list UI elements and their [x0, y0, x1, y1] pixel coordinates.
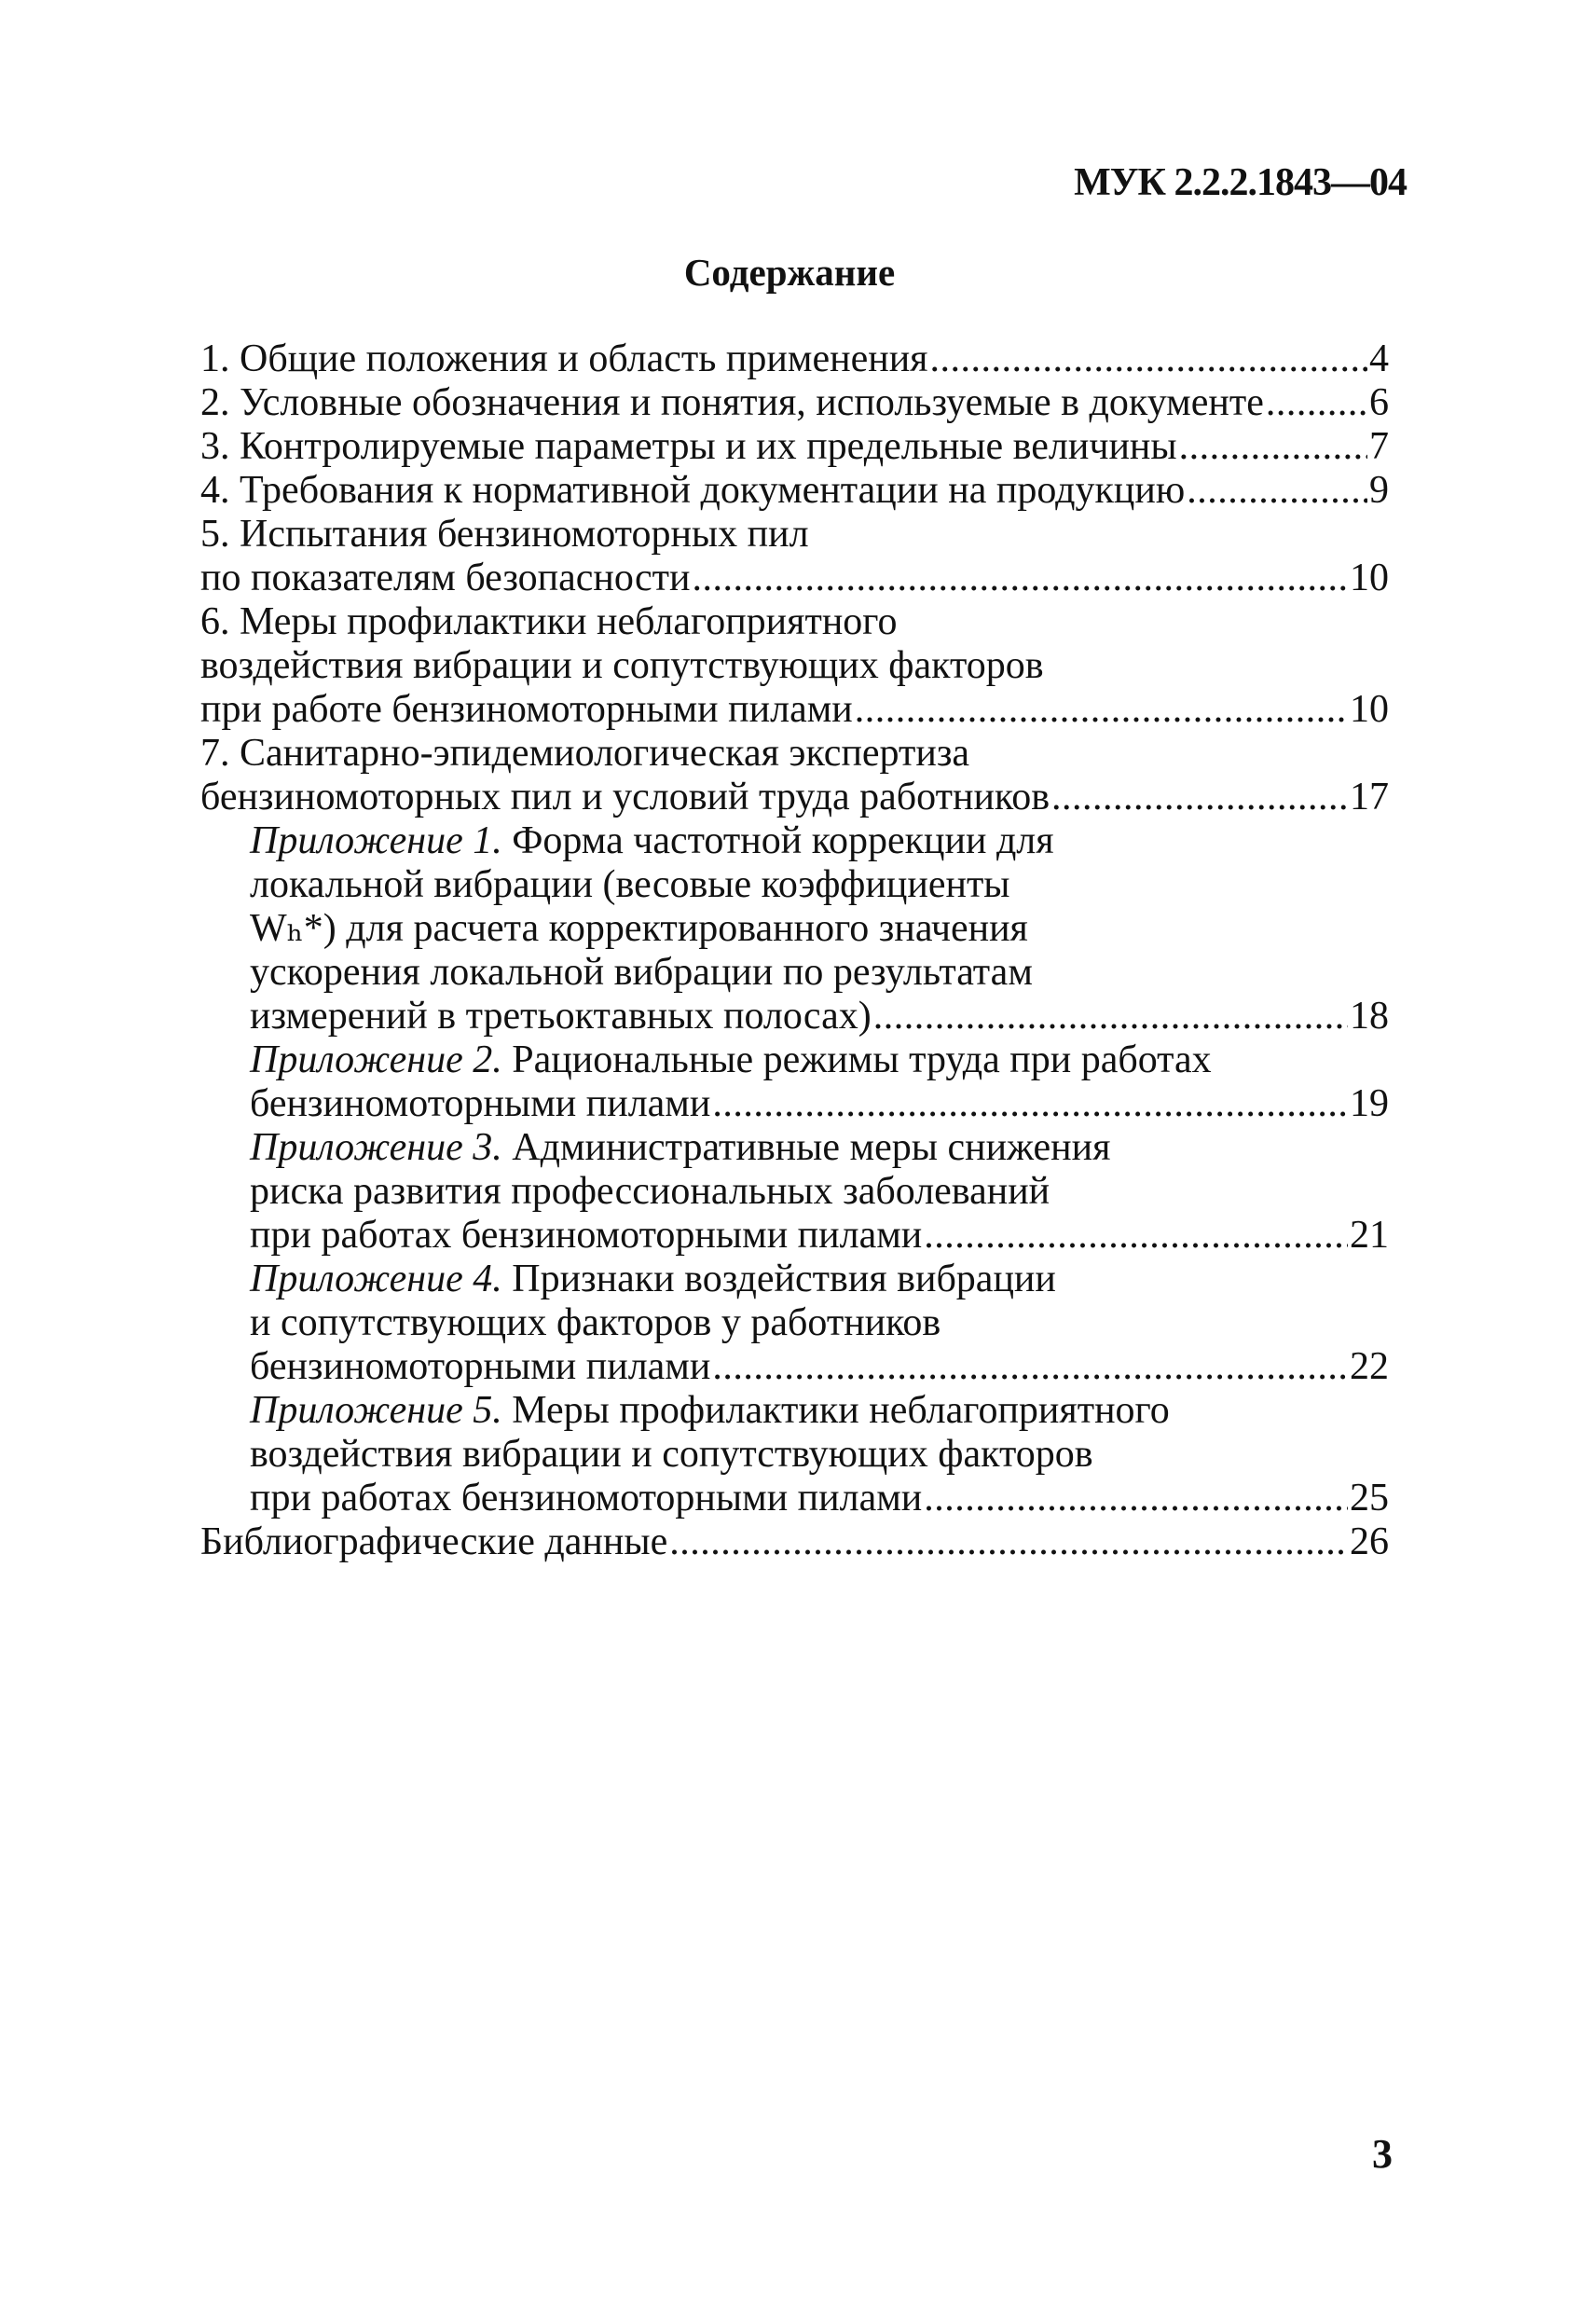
toc-entry-text: измерений в третьоктавных полосах) [250, 995, 872, 1038]
toc-entry-line: ускорения локальной вибрации по результатам [250, 951, 1033, 994]
toc-entry-line: воздействия вибрации и сопутствующих факторов [250, 1433, 1093, 1476]
toc-page-number: 26 [1350, 1520, 1389, 1563]
dot-leader [669, 1520, 1348, 1564]
toc-entry-line: Wₕ*) для расчета корректированного значения [250, 907, 1028, 950]
toc-entry-appendix[interactable] [200, 1389, 1389, 1520]
dot-leader [1051, 776, 1348, 819]
toc-page-number: 4 [1369, 337, 1389, 380]
toc-page-number: 9 [1369, 469, 1389, 512]
toc-entry-final-line [200, 425, 1389, 469]
toc-page-number: 21 [1350, 1214, 1389, 1257]
appendix-title-start: Рациональные режимы труда при работах [501, 1038, 1212, 1081]
toc-entry-text: Библиографические данные [200, 1520, 668, 1563]
dot-leader [1266, 381, 1367, 425]
dot-leader [855, 688, 1348, 732]
toc-entry-line: и сопутствующих факторов у работников [250, 1301, 941, 1344]
toc-entry-text: бензиномоторными пилами [250, 1345, 711, 1388]
toc-entry-final-line [250, 1082, 1389, 1126]
toc-title: Содержание [683, 251, 896, 294]
dot-leader [712, 1082, 1348, 1126]
toc-entry-line: 5. Испытания бензиномоторных пил [200, 513, 809, 556]
toc-entry[interactable] [200, 600, 1389, 732]
toc-entry-final-line [250, 1214, 1389, 1258]
toc-entry-appendix[interactable] [200, 1038, 1389, 1126]
toc-entry-first-line [250, 1389, 1389, 1433]
toc-entry-text: при работе бензиномоторными пилами [200, 688, 853, 731]
toc-entry-text: по показателям безопасности [200, 557, 691, 599]
toc-entry[interactable] [200, 425, 1389, 469]
page-number: 3 [1372, 2131, 1393, 2177]
dot-leader [1179, 425, 1367, 469]
dot-leader [924, 1477, 1348, 1520]
toc-entry-text: 2. Условные обозначения и понятия, используемые в документе [200, 381, 1264, 424]
toc-entry-text: бензиномоторных пил и условий труда работников [200, 776, 1050, 818]
appendix-label: Приложение 1. [250, 819, 502, 862]
toc-entry[interactable] [200, 732, 1389, 819]
toc-entry-final-line [200, 557, 1389, 600]
table-of-contents [200, 337, 1389, 1564]
toc-entry-final-line [200, 337, 1389, 381]
toc-page-number: 7 [1369, 425, 1389, 468]
toc-entry-line: 6. Меры профилактики неблагоприятного [200, 600, 898, 643]
appendix-title-start: Признаки воздействия вибрации [501, 1258, 1056, 1300]
toc-entry-line: 7. Санитарно-эпидемиологическая экспертиза [200, 732, 970, 775]
toc-entry[interactable] [200, 337, 1389, 381]
toc-entry-text: при работах бензиномоторными пилами [250, 1477, 923, 1520]
toc-page-number: 25 [1350, 1477, 1389, 1520]
toc-entry-first-line [250, 819, 1389, 863]
toc-entry-final-line [200, 776, 1389, 819]
appendix-title-start: Административные меры снижения [501, 1126, 1111, 1169]
dot-leader [873, 995, 1348, 1038]
toc-entry-line: локальной вибрации (весовые коэффициенты [250, 863, 1010, 906]
toc-entry-line: воздействия вибрации и сопутствующих факторов [200, 644, 1044, 687]
toc-entry-first-line [250, 1126, 1389, 1170]
dot-leader [1187, 469, 1367, 513]
toc-entry-final-line [250, 1345, 1389, 1389]
toc-entry-text: 1. Общие положения и область применения [200, 337, 928, 380]
toc-entry[interactable] [200, 1520, 1389, 1564]
toc-entry-text: 3. Контролируемые параметры и их предельные величины [200, 425, 1177, 468]
toc-entry-final-line [200, 688, 1389, 732]
toc-entry-final-line [200, 1520, 1389, 1564]
toc-entry-text: 4. Требования к нормативной документации на продукцию [200, 469, 1186, 512]
toc-entry[interactable] [200, 469, 1389, 513]
document-code: МУК 2.2.2.1843—04 [1074, 161, 1407, 204]
appendix-label: Приложение 5. [250, 1389, 502, 1432]
dot-leader [924, 1214, 1348, 1258]
appendix-label: Приложение 4. [250, 1258, 502, 1300]
toc-page-number: 17 [1350, 776, 1389, 818]
dot-leader [930, 337, 1368, 381]
toc-entry-final-line [250, 995, 1389, 1038]
appendix-title-start: Форма частотной коррекции для [501, 819, 1054, 862]
toc-entry-final-line [200, 381, 1389, 425]
toc-entry[interactable] [200, 513, 1389, 600]
dot-leader [712, 1345, 1348, 1389]
appendix-title-start: Меры профилактики неблагоприятного [501, 1389, 1170, 1432]
appendix-label: Приложение 2. [250, 1038, 502, 1081]
toc-page-number: 10 [1350, 688, 1389, 731]
toc-entry[interactable] [200, 381, 1389, 425]
toc-page-number: 6 [1369, 381, 1389, 424]
toc-entry-text: бензиномоторными пилами [250, 1082, 711, 1125]
toc-entry-first-line [250, 1038, 1389, 1082]
toc-entry-text: при работах бензиномоторными пилами [250, 1214, 923, 1257]
toc-entry-final-line [200, 469, 1389, 513]
toc-entry-appendix[interactable] [200, 1258, 1389, 1389]
appendix-label: Приложение 3. [250, 1126, 502, 1169]
toc-page-number: 22 [1350, 1345, 1389, 1388]
toc-page-number: 10 [1350, 557, 1389, 599]
toc-page-number: 18 [1350, 995, 1389, 1038]
toc-entry-final-line [250, 1477, 1389, 1520]
dot-leader [692, 557, 1348, 600]
toc-entry-first-line [250, 1258, 1389, 1301]
toc-entry-line: риска развития профессиональных заболеваний [250, 1170, 1050, 1213]
toc-page-number: 19 [1350, 1082, 1389, 1125]
toc-entry-appendix[interactable] [200, 819, 1389, 1038]
toc-entry-appendix[interactable] [200, 1126, 1389, 1258]
